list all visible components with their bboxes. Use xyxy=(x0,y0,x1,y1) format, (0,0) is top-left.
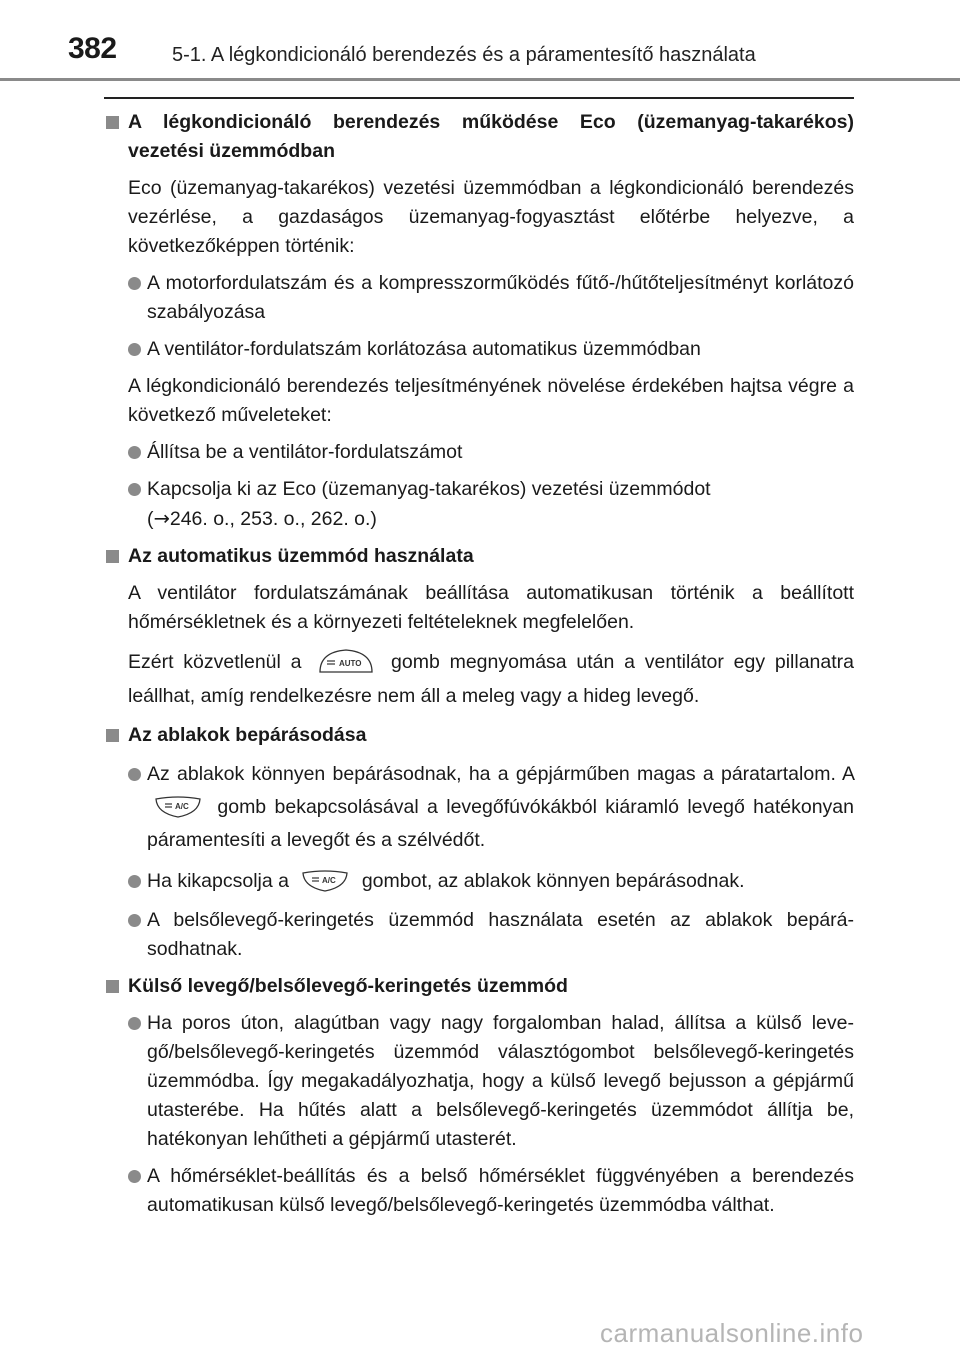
bullet-text: gomb bekapcsolásával a levegőfúvókákból kiáramló levegő hatékonyan páramentesíti a levegőt és a szélvédőt. xyxy=(147,796,854,851)
list-item xyxy=(106,335,854,364)
auto-para1: A ventilátor fordulatszámának beállítása automatikusan történik a beállított hőmérsékletnek és a környezeti feltételeknek megfelelően. xyxy=(128,582,854,633)
list-item: Kapcsolja ki az Eco (üzemanyag-takarékos) vezetési üzemmódot (→246. o., 253. o., 262. o.) xyxy=(106,475,854,534)
para-text: gomb megnyomása után a ventilátor egy pillanatra leállhat, amíg rendelkezésre nem áll a meleg vagy a hideg levegő. xyxy=(128,651,854,707)
bullet-icon xyxy=(128,1170,141,1183)
list-item xyxy=(106,906,854,964)
square-marker-icon xyxy=(106,980,119,993)
header-divider xyxy=(0,78,960,81)
ac-button-icon xyxy=(300,867,350,893)
bullet-text: Az ablakok könnyen bepárásodnak, ha a gépjárműben magas a páratartalom. A xyxy=(147,763,854,785)
bullet-icon xyxy=(128,914,141,927)
list-item xyxy=(106,758,854,857)
bullet-icon xyxy=(128,277,141,290)
eco-intro: Eco (üzemanyag-takarékos) vezetési üzemmódban a légkondicionáló berendezés vezérlése, a gazdaságos üzemanyag-fogyasztást előtérbe helyezve, a következőképpen történik: xyxy=(128,177,854,257)
page-ref-arrow-icon: → xyxy=(153,507,170,530)
square-marker-icon xyxy=(106,729,119,742)
bullet-icon xyxy=(128,483,141,496)
ac-button-icon xyxy=(153,793,203,819)
bullet-text: Ha kikapcsolja a xyxy=(147,870,289,892)
section-heading-eco xyxy=(106,108,854,166)
list-item xyxy=(106,1162,854,1220)
section-heading-recirculation xyxy=(106,972,854,1001)
bullet-text: A belsőlevegő-keringetés üzemmód használata esetén az ablakok bepárásodhatnak. xyxy=(147,909,854,960)
heading-text: Az automatikus üzemmód használata xyxy=(128,545,474,567)
bullet-icon xyxy=(128,446,141,459)
heading-text: A légkondicionáló berendezés működése Eco (üzemanyag-takarékos) vezetési üzemmódban xyxy=(128,111,854,162)
square-marker-icon xyxy=(106,550,119,563)
bullet-icon xyxy=(128,1017,141,1030)
bullet-text: A hőmérséklet-beállítás és a belső hőmérséklet függvényében a berendezés automatikusan külső levegő/belsőlevegő-keringetés üzemmódba válthat. xyxy=(147,1165,854,1216)
bullet-icon xyxy=(128,768,141,781)
auto-para2 xyxy=(106,645,854,713)
auto-button-icon xyxy=(317,648,375,674)
page-number: 382 xyxy=(68,32,117,65)
bullet-text: gombot, az ablakok könnyen bepárásodnak. xyxy=(361,870,745,892)
bullet-text: Kapcsolja ki az Eco (üzemanyag-takarékos) vezetési üzemmódot xyxy=(147,478,711,500)
bullet-text: A ventilátor-fordulatszám korlátozása automatikus üzemmódban xyxy=(147,338,701,360)
list-item xyxy=(106,1009,854,1154)
page-content xyxy=(106,108,854,1220)
ac-button-label: A/C xyxy=(175,802,189,811)
chapter-title: 5-1. A légkondicionáló berendezés és a páramentesítő használata xyxy=(172,44,756,66)
bullet-icon xyxy=(128,875,141,888)
eco-para2: A légkondicionáló berendezés teljesítményének növelése érdekében hajtsa végre a következő műveleteket: xyxy=(128,375,854,426)
page-header xyxy=(0,0,960,80)
list-item xyxy=(106,269,854,327)
auto-button-label: AUTO xyxy=(339,659,362,668)
section-heading-auto xyxy=(106,542,854,571)
para-text: Ezért közvetlenül a xyxy=(128,651,302,673)
list-item xyxy=(106,865,854,898)
list-item xyxy=(106,438,854,467)
ac-button-label: A/C xyxy=(322,876,337,885)
heading-text: Az ablakok bepárásodása xyxy=(128,724,367,746)
square-marker-icon xyxy=(106,116,119,129)
content-divider xyxy=(104,97,854,99)
bullet-text: A motorfordulatszám és a kompresszorműködés fűtő-/hűtőteljesítményt korlátozó szabályozása xyxy=(147,272,854,323)
watermark: carmanualsonline.info xyxy=(600,1318,864,1348)
bullet-text: Állítsa be a ventilátor-fordulatszámot xyxy=(147,441,463,463)
page-reference: 246. o., 253. o., 262. o.) xyxy=(169,508,377,530)
bullet-icon xyxy=(128,343,141,356)
heading-text: Külső levegő/belsőlevegő-keringetés üzemmód xyxy=(128,975,568,997)
section-heading-fog xyxy=(106,721,854,750)
bullet-text: Ha poros úton, alagútban vagy nagy forgalomban halad, állítsa a külső levegő/belsőlevegő-keringetés üzemmód választógombot belsőlevegő-keringetés üzemmódba. Így megakadályozhatja, hogy a külső levegő bejusson a gépjármű utasterébe. Ha hűtés alatt a belsőlevegő-keringetés üzemmódot állítja be, hatékonyan lehűtheti a gépjármű utasterét. xyxy=(147,1012,854,1150)
